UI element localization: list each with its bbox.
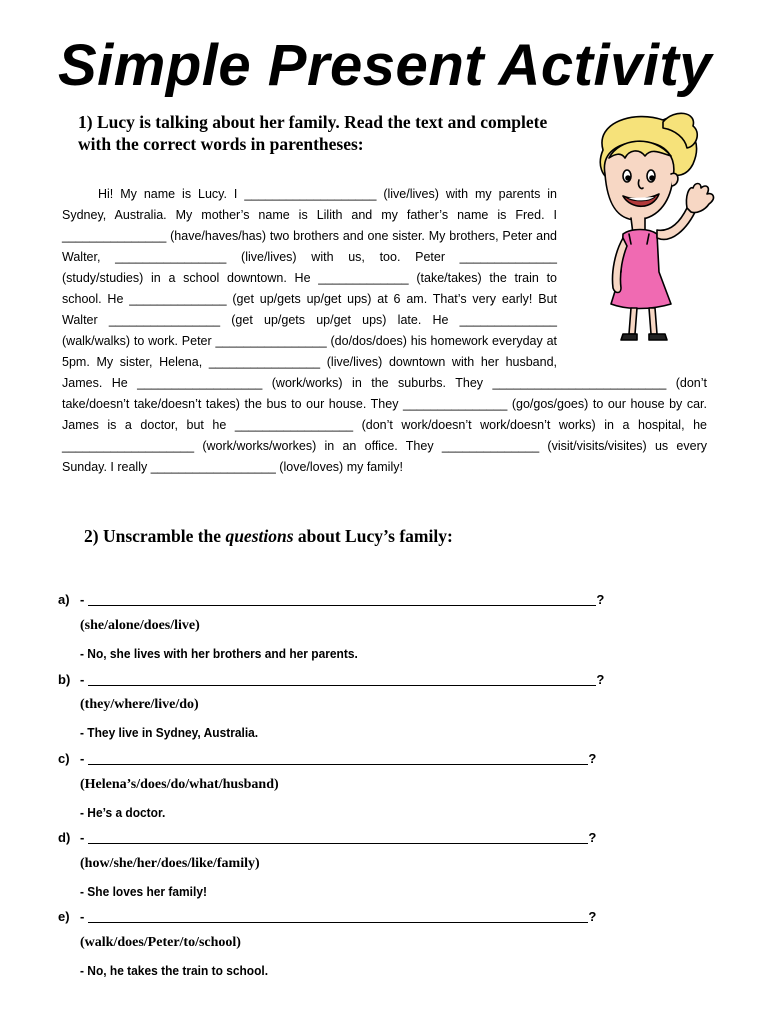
answer-line[interactable] — [80, 592, 604, 607]
question-mark: ? — [588, 830, 597, 845]
passage-text: Hi! My name is Lucy. I ___________________ (live/lives) with my parents in Sydney, Australia. My mother’s name is Lilith and my father’s name is Fred. I _______________ (have/haves/has) two brothers and one sister. My brothers, Peter and Walter, ________________ (live/lives) with us, too. Peter ______________ (study/studies) in a school downtown. He _____________ (take/takes) the train to school. He ______________ (get up/gets up/get ups) at 6 am. That’s very early! But Walter ________________ (get up/gets up/get ups) late. He ______________ (walk/walks) to work. Peter ________________ (do/dos/does) his homework everyday at 5pm. My sister, Helena, ________________ (live/lives) downtown with her husband, James. He __________________ (work/works) in the suburbs. They _________________________ (don’t take/doesn’t take/doesn’t takes) the bus to our house. They _______________ (go/gos/goes) to our house by car. James is a doctor, but he _________________ (don’t work/doesn’t work/doesn’t works) in a hospital, he ___________________ (work/works/workes) in an office. They ______________ (visit/visits/visites) us every Sunday. I really __________________ (love/loves) my family! — [62, 187, 707, 474]
line-dash: - — [80, 592, 85, 607]
answer-a: - No, she lives with her brothers and her parents. — [80, 646, 358, 661]
question-letter: a) — [58, 592, 70, 607]
answer-line[interactable] — [80, 751, 596, 766]
question-c — [58, 751, 618, 771]
scrambled-words-b: (they/where/live/do) — [80, 697, 199, 712]
question-letter: e) — [58, 909, 70, 924]
question-mark: ? — [588, 751, 597, 766]
line-dash: - — [80, 751, 85, 766]
question-e — [58, 909, 618, 929]
blank-rule — [88, 754, 588, 765]
exercise-1-heading: 1) Lucy is talking about her family. Read the text and complete with the correct words in parentheses: — [78, 112, 548, 154]
scrambled-words-e: (walk/does/Peter/to/school) — [80, 935, 241, 950]
answer-d: - She loves her family! — [80, 884, 207, 899]
page-title: Simple Present Activity — [58, 33, 713, 98]
question-mark: ? — [596, 592, 605, 607]
blank-rule — [88, 595, 596, 606]
blank-rule — [88, 833, 588, 844]
blank-rule — [88, 675, 596, 686]
heading-text-after: about Lucy’s family: — [293, 526, 453, 546]
line-dash: - — [80, 830, 85, 845]
question-d — [58, 830, 618, 850]
question-a — [58, 592, 618, 612]
scrambled-words-c: (Helena’s/does/do/what/husband) — [80, 777, 279, 792]
scrambled-words-d: (how/she/her/does/like/family) — [80, 856, 260, 871]
answer-line[interactable] — [80, 909, 596, 924]
question-letter: b) — [58, 672, 71, 687]
scrambled-words-a: (she/alone/does/live) — [80, 618, 200, 633]
answer-b: - They live in Sydney, Australia. — [80, 725, 259, 740]
heading-text-before: 2) Unscramble the — [84, 526, 226, 546]
blank-rule — [88, 912, 588, 923]
line-dash: - — [80, 672, 85, 687]
illustration-spacer — [557, 184, 707, 356]
answer-c: - He’s a doctor. — [80, 805, 166, 820]
heading-emphasis: questions — [225, 526, 294, 546]
question-letter: c) — [58, 751, 70, 766]
question-mark: ? — [588, 909, 597, 924]
question-mark: ? — [596, 672, 605, 687]
exercise-2-heading — [84, 525, 684, 547]
question-b — [58, 672, 618, 692]
answer-e: - No, he takes the train to school. — [80, 963, 269, 978]
exercise-1-passage — [62, 184, 707, 478]
line-dash: - — [80, 909, 85, 924]
answer-line[interactable] — [80, 672, 604, 687]
answer-line[interactable] — [80, 830, 596, 845]
question-letter: d) — [58, 830, 71, 845]
